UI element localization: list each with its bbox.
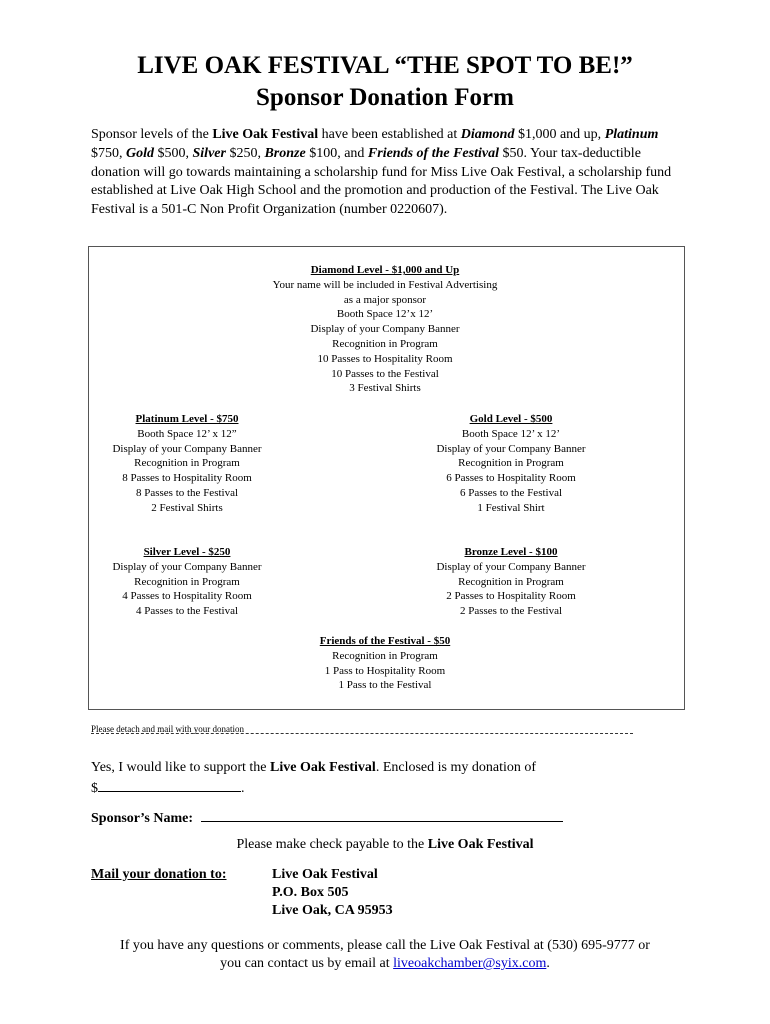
level-item: Display of your Company Banner [436,560,586,573]
level-item: Display of your Company Banner [310,323,460,336]
level-item: 4 Passes to Hospitality Room [122,590,252,603]
footer-line-2 [0,955,770,973]
support-text: . Enclosed is my donation of [375,760,537,775]
level-item: 1 Festival Shirt [477,501,545,514]
sponsor-name-label: Sponsor’s Name: [91,811,194,826]
sponsor-name-field[interactable] [201,807,563,822]
level-item: 4 Passes to the Festival [135,605,239,618]
intro-text: Sponsor levels of the [91,127,213,142]
level-silver-name: Silver [192,145,226,161]
intro-text: $100, and [305,145,368,161]
level-item: Display of your Company Banner [112,442,262,455]
dollar-sign: $ [91,781,98,796]
platinum-level [97,412,277,516]
address-line: Live Oak Festival [272,867,378,882]
donation-amount-row [91,777,245,798]
festival-name: Live Oak Festival [270,760,376,775]
footer-text: you can contact us by email at [220,956,394,971]
level-item: Your name will be included in Festival Advertising [272,278,498,291]
level-diamond-name: Diamond [460,127,515,142]
level-heading: Platinum Level - $750 [135,413,239,425]
level-item: 1 Pass to Hospitality Room [324,664,446,677]
gold-level [421,412,601,516]
intro-text: $750, [91,145,126,161]
level-item: 8 Passes to Hospitality Room [122,472,252,485]
level-item: 6 Passes to the Festival [459,486,563,499]
level-item: Recognition in Program [458,457,564,470]
footer-line: If you have any questions or comments, please call the Live Oak Festival at (530) 695-9777 or [120,938,650,953]
address-line: P.O. Box 505 [272,885,349,900]
level-item: Display of your Company Banner [436,442,586,455]
payable-text: Please make check payable to the [236,837,428,852]
level-item: 2 Festival Shirts [151,501,223,514]
title-line-1: LIVE OAK FESTIVAL “THE SPOT TO BE!” [137,52,633,79]
level-item: Recognition in Program [332,649,438,662]
level-item: 10 Passes to Hospitality Room [317,352,453,365]
level-item: 8 Passes to the Festival [135,486,239,499]
level-item: 3 Festival Shirts [349,382,421,395]
title-line-2: Sponsor Donation Form [256,84,514,111]
level-heading: Diamond Level - $1,000 and Up [310,264,460,276]
level-gold-name: Gold [126,145,154,161]
level-item: Recognition in Program [134,575,240,588]
intro-text: $1,000 and up, [514,127,602,142]
bronze-level [421,545,601,619]
festival-name: Live Oak Festival [212,127,319,142]
intro-text: have been established at [318,127,461,142]
level-item: 1 Pass to the Festival [338,679,432,692]
level-platinum-name: Platinum [604,127,659,142]
level-heading: Silver Level - $250 [143,546,231,558]
mailing-address [272,866,393,920]
support-text: Yes, I would like to support the [91,760,271,775]
intro-paragraph [91,126,686,220]
address-line: Live Oak, CA 95953 [272,903,393,918]
footer-contact [0,937,770,973]
page-title [0,50,770,114]
level-heading: Bronze Level - $100 [464,546,558,558]
intro-text: $50. Your [498,145,558,161]
silver-level [97,545,277,619]
cut-line [91,733,633,734]
level-item: Booth Space 12’ x 12” [137,427,237,440]
level-bronze-name: Bronze [264,145,306,161]
festival-name: Live Oak Festival [427,837,534,852]
sponsor-name-row [91,807,563,828]
level-item: Recognition in Program [332,337,438,350]
payable-note [0,836,770,854]
level-item: Display of your Company Banner [112,560,262,573]
level-item: 6 Passes to Hospitality Room [446,472,576,485]
footer-text: . [546,956,550,971]
level-item: Recognition in Program [134,457,240,470]
detach-note: Please detach and mail with your donation [91,724,244,734]
diamond-level [188,263,582,396]
donation-amount-field[interactable] [98,777,241,792]
level-item: as a major sponsor [343,293,427,306]
level-item: Recognition in Program [458,575,564,588]
level-heading: Friends of the Festival - $50 [319,635,451,647]
intro-text: tax-deductible donation will go towards maintaining a scholarship fund for Miss Live Oak Festival, a scholarship fund established at Live Oak High School and the promotion and production of the Festival. The Live Oak Festival is a 501-C Non Profit Organization (number 0220607). [91,145,672,218]
level-item: 10 Passes to the Festival [331,367,439,380]
level-friends-name: Friends of the Festival [367,145,499,161]
friends-level [288,634,482,693]
support-statement [91,759,691,777]
intro-text: $500, [154,145,193,161]
level-item: 2 Passes to Hospitality Room [446,590,576,603]
level-heading: Gold Level - $500 [469,413,553,425]
email-link[interactable]: liveoakchamber@syix.com [393,956,547,971]
level-item: Booth Space 12’ x 12’ [461,427,561,440]
period: . [241,781,245,796]
intro-text: $250, [225,145,265,161]
mail-label: Mail your donation to: [91,867,227,882]
level-item: Booth Space 12’x 12’ [336,308,434,321]
level-item: 2 Passes to the Festival [459,605,563,618]
